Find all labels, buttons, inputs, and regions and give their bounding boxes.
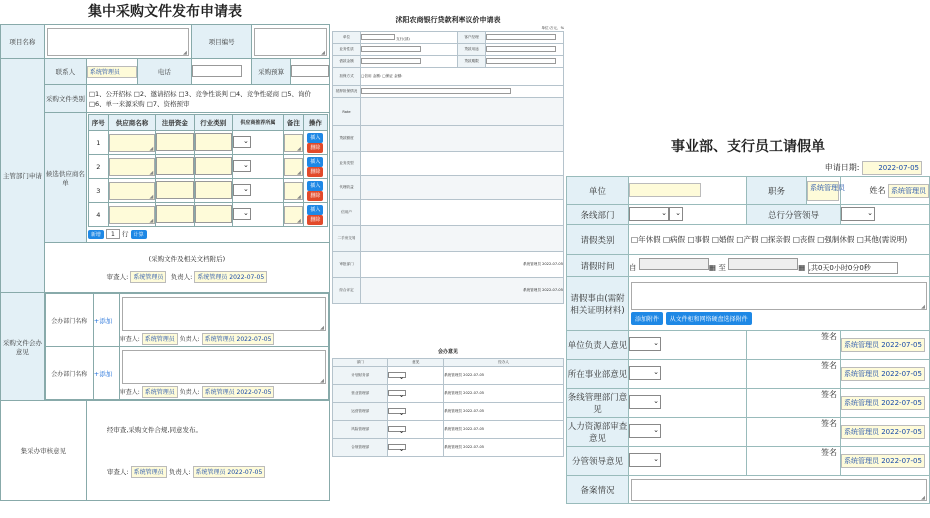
loan-table [332,31,564,304]
opinion-col: 意见 [388,359,444,367]
amount-input[interactable] [361,58,421,64]
cosign-label: 采购文件会办意见 [1,293,45,401]
supplier-name-input[interactable] [109,206,156,224]
to-label: 至 [718,262,726,272]
dept-name: 运营管理部 [333,403,388,421]
leader-select[interactable] [841,207,875,221]
delete-button[interactable]: 删除 [307,143,323,153]
budget-input[interactable] [291,65,329,77]
opinion-select[interactable] [388,372,406,378]
industry-input[interactable] [195,181,232,199]
loan-title: 沭阳农商银行贷款利率议价申请表 [395,16,501,24]
leave-form-panel [566,134,930,518]
capital-input[interactable] [156,181,193,199]
category-label: 采购文件类别 [44,85,86,113]
rate-label: Rate [333,98,361,126]
add-row-button[interactable]: 新增 [88,230,104,239]
purchase-form-table [0,24,330,501]
industry-input[interactable] [195,205,232,223]
approval-select[interactable] [629,395,661,409]
handler-value[interactable]: 系统管理员 [142,333,178,345]
recommend-select[interactable] [233,160,251,172]
supplier-name-input[interactable] [109,134,156,152]
calendar-icon[interactable]: ▦ [708,262,716,272]
term-input[interactable] [486,58,556,64]
supplier-row [88,179,327,203]
guarantee-assure[interactable]: □保证 金额: [382,74,403,78]
sig-value: 系统管理员 2022-07-05 [444,445,485,449]
owner-value[interactable]: 系统管理员 2022-07-05 [202,386,275,398]
insert-button[interactable]: 插入 [307,133,323,143]
nature-label: 业务性质 [333,44,361,56]
category-options[interactable]: □1、公开招标 □2、邀请招标 □3、竞争性谈判 □4、竞争性磋商 □5、询价 □6、单一来源采购 □7、资格预审 [86,85,329,113]
guarantee-credit[interactable]: □信用 金额: [361,74,382,78]
approval-label: 所在事业部意见 [567,360,629,389]
opinion-select[interactable] [388,444,406,450]
delete-button[interactable]: 删除 [307,191,323,201]
add-count-input[interactable]: 1 [106,229,120,239]
owner-label: 负责人: [170,272,193,281]
attach-note: (采购文件及相关文档附后) [148,254,226,263]
amount-label: 借款金额 [333,56,361,68]
reviewer-value[interactable]: 系统管理员 [130,271,166,283]
purchase-form-panel [0,0,330,518]
contact-label: 联系人 [44,59,86,85]
mortgage-label: 抵押担保情况 [333,86,361,98]
loan-cosign-table [332,358,564,457]
dept-name: 合规管理部 [333,439,388,457]
phone-input[interactable] [192,65,242,77]
unit-input[interactable] [629,183,701,197]
capital-input[interactable] [156,133,193,151]
leader-label: 总行分管领导 [747,205,841,225]
approver-label: 审批部门 [333,252,361,278]
contact-input[interactable]: 系统管理员 [87,66,137,78]
loan-rate-panel [332,14,564,518]
approval-select[interactable] [629,337,661,351]
delete-button[interactable]: 删除 [307,167,323,177]
handler-value[interactable]: 系统管理员 [142,386,178,398]
supplier-row [88,203,327,227]
cosign-opinion-input[interactable] [122,350,326,384]
phone-label: 电话 [157,68,171,76]
add-attach-button[interactable]: 添加附件 [631,312,663,325]
sign-label: 签名 [747,331,841,360]
cosign-dept-label: 会办部门名称 [45,294,93,347]
dept-label: 主管部门申请 [1,59,45,293]
col-action: 操作 [303,115,327,131]
project-name-input[interactable] [47,28,189,56]
secondhand-label: 二手房交易 [333,226,361,252]
remark-input[interactable] [284,206,303,224]
leave-table [566,176,930,504]
type-options[interactable]: □年休假 □病假 □事假 □婚假 □产假 □探亲假 □丧假 □强制休假 □其他(需说明) [629,225,930,255]
supplier-row [88,155,327,179]
cosign-opinion-input[interactable] [122,297,326,331]
add-link[interactable]: +添加 [93,294,119,347]
guarantee-label: 担保方式 [333,68,361,86]
col-remark: 备注 [283,115,303,131]
supplier-table [88,114,328,227]
dept-name: 营业管理部 [333,385,388,403]
sign-label: 签名 [747,389,841,418]
term-label: 贷款期限 [458,56,486,68]
sig-value: 系统管理员 2022-07-05 [523,262,563,266]
add-link[interactable]: +添加 [93,347,119,400]
col-industry: 行业类别 [194,115,232,131]
position-input[interactable]: 系统管理员 [807,181,839,201]
purpose-input[interactable] [486,46,556,52]
insert-button[interactable]: 插入 [307,157,323,167]
sign-label: 签名 [747,447,841,476]
branch-label: 支行(部) [396,36,410,41]
position-label: 职务 [747,177,807,205]
recommend-select[interactable] [233,208,251,220]
type-label: 请假类别 [567,225,629,255]
cosign-dept-label: 会办部门名称 [45,347,93,400]
sig-value: 系统管理员 2022-07-05 [444,373,485,377]
supplier-label: 候选供应商名单 [44,113,86,243]
approval-label: 单位负责人意见 [567,331,629,360]
sign-value[interactable]: 系统管理员 2022-07-05 [841,425,925,439]
handler-label: 审查人: [106,467,129,476]
insert-button[interactable]: 插入 [307,181,323,191]
project-name-label: 项目名称 [1,25,45,59]
branch-input[interactable] [361,34,395,40]
owner-value[interactable]: 系统管理员 2022-07-05 [194,271,267,283]
sig-value: 系统管理员 2022-07-05 [523,288,563,292]
business-label: 业务类型 [333,152,361,176]
time-label: 请假时间 [567,255,629,277]
eval-label: 综合评定 [333,278,361,304]
owner-label: 负责人: [168,467,191,476]
nature-input[interactable] [361,46,421,52]
sig-value: 系统管理员 2022-07-05 [444,409,485,413]
reason-input[interactable] [631,282,927,310]
opinion-select[interactable] [388,408,406,414]
credit-label: 信用户 [333,200,361,226]
name-input[interactable]: 系统管理员 [888,184,929,198]
center-label: 集采办审核意见 [1,401,87,501]
calendar-icon[interactable]: ▦ [798,262,806,272]
unit-note: 单位:万元、% [541,26,564,30]
manager-label: 客户经理 [458,32,486,44]
row-no: 2 [88,155,108,179]
sign-label: 签名 [747,418,841,447]
remark-input[interactable] [284,134,303,152]
reason-label: 请假事由(需附相关证明材料) [567,277,629,331]
center-opinion: 经审查,采购文件合规,同意发布。 [106,425,202,434]
opinion-select[interactable] [388,426,406,432]
approval-select[interactable] [629,424,661,438]
handler-label: 审查人: [119,389,140,396]
date-input[interactable]: 2022-07-05 [862,161,922,175]
owner-value[interactable]: 系统管理员 2022-07-05 [202,333,275,345]
col-name: 供应商名称 [108,115,156,131]
col-recommend: 供应商推荐所属 [232,115,283,131]
purpose-label: 贷款用途 [458,44,486,56]
leave-title: 事业部、支行员工请假单 [671,139,825,155]
insert-button[interactable]: 插入 [307,205,323,215]
manager-input[interactable] [486,34,556,40]
project-no-label: 项目编号 [191,25,251,59]
dept-col: 部门 [333,359,388,367]
row-no: 1 [88,131,108,155]
owner-label: 负责人: [179,389,200,396]
date-label: 申请日期: [824,163,860,172]
approval-label: 分管领导意见 [567,447,629,476]
recommend-select[interactable] [233,184,251,196]
industry-input[interactable] [195,133,232,151]
col-capital: 注册资金 [156,115,194,131]
reviewer-label: 审查人: [106,272,129,281]
limit-label: 贷款额度 [333,126,361,152]
name-label: 姓名 [869,185,886,195]
line-dept-select-2[interactable] [669,207,683,221]
row-no: 4 [88,203,108,227]
end-input[interactable] [728,258,798,270]
from-label: 自 [629,262,637,272]
delete-button[interactable]: 删除 [307,215,323,225]
calc-button[interactable]: 计算 [131,230,147,239]
budget-label: 采购预算 [252,59,291,85]
start-input[interactable] [639,258,709,270]
row-no: 3 [88,179,108,203]
opinion-select[interactable] [388,390,406,396]
col-no: 序号 [88,115,108,131]
sign-label: 签名 [747,360,841,389]
page-title: 集中采购文件发布申请表 [88,4,242,20]
approval-select[interactable] [629,366,661,380]
remark-input[interactable] [284,182,303,200]
dept-name: 计划财务部 [333,367,388,385]
sig-value: 系统管理员 2022-07-05 [444,427,485,431]
handler-label: 审查人: [119,336,140,343]
supplier-name-input[interactable] [109,182,156,200]
record-input[interactable] [631,479,927,501]
sign-value[interactable]: 系统管理员 2022-07-05 [841,338,925,352]
approver-value[interactable]: 系统管理员 [131,466,167,478]
approval-label: 人力资源部审查意见 [567,418,629,447]
sign-value[interactable]: 系统管理员 2022-07-05 [841,454,925,468]
owner-label: 负责人: [179,336,200,343]
agency-label: 代理收益 [333,176,361,200]
sign-value[interactable]: 系统管理员 2022-07-05 [841,396,925,410]
capital-input[interactable] [156,157,193,175]
capital-input[interactable] [156,205,193,223]
cosign-title: 会办意见 [437,349,458,355]
supplier-name-input[interactable] [109,158,156,176]
line-dept-select[interactable] [629,207,669,221]
sig-value: 系统管理员 2022-07-05 [444,391,485,395]
remark-input[interactable] [284,158,303,176]
handler-col: 经办人 [444,359,564,367]
project-no-input[interactable] [254,28,327,56]
approval-label: 条线管理部门意见 [567,389,629,418]
unit-label: 单位 [567,177,629,205]
industry-input[interactable] [195,157,232,175]
record-label: 备案情况 [567,476,629,504]
row-unit: 行 [122,230,129,238]
recommend-select[interactable] [233,136,251,148]
sign-value[interactable]: 系统管理员 2022-07-05 [841,367,925,381]
line-dept-label: 条线部门 [567,205,629,225]
supplier-row [88,131,327,155]
bank-label: 单位 [333,32,361,44]
select-attach-button[interactable]: 从文件柜和网络硬盘选择附件 [666,312,752,325]
approver-date[interactable]: 系统管理员 2022-07-05 [193,466,266,478]
approval-select[interactable] [629,453,661,467]
dept-name: 风险管理部 [333,421,388,439]
mortgage-input[interactable] [361,88,511,94]
duration-value: ,共0天0小时0分0秒 [808,262,898,274]
